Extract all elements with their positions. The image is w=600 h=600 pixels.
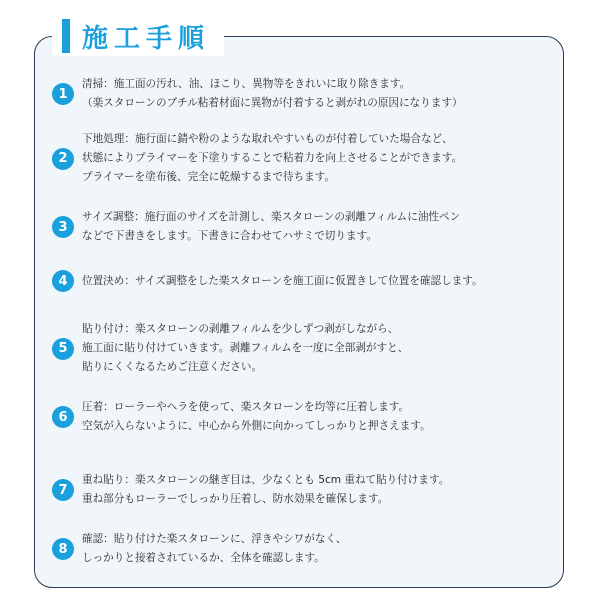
step-number-badge: 3: [52, 216, 74, 238]
step-line: などで下書きをします。下書きに合わせてハサミで切ります。: [82, 230, 377, 242]
step-number-badge: 7: [52, 479, 74, 501]
step-line: （楽スタローンのブチル粘着材面に異物が付着すると剥がれの原因になります）: [82, 97, 463, 109]
step-line: サイズ調整：施行面のサイズを計測し、楽スタローンの剥離フィルムに油性ペン: [82, 211, 461, 223]
step-number-badge: 5: [52, 338, 74, 360]
step-number-badge: 1: [52, 83, 74, 105]
step-line: 貼りにくくなるためご注意ください。: [82, 361, 263, 373]
step-line: 圧着：ローラーやヘラを使って、楽スタローンを均等に圧着します。: [82, 401, 410, 413]
step-3: [52, 208, 552, 246]
step-text: [82, 75, 463, 113]
step-5: [52, 320, 552, 377]
step-2: [52, 130, 552, 187]
step-number-badge: 6: [52, 406, 74, 428]
title-accent-bar: [62, 19, 70, 53]
step-text: [82, 471, 449, 509]
step-text: [82, 272, 483, 291]
step-line: 貼り付け：楽スタローンの剥離フィルムを少しずつ剥がしながら、: [82, 323, 399, 335]
step-text: [82, 398, 431, 436]
step-line: 空気が入らないように、中心から外側に向かってしっかりと押さえます。: [82, 420, 431, 432]
title-block: [52, 16, 224, 56]
step-7: [52, 471, 552, 509]
page-title: 施工手順: [82, 23, 211, 54]
step-line: 状態によりプライマーを下塗りすることで粘着力を向上させることができます。: [82, 152, 463, 164]
step-number-badge: 4: [52, 270, 74, 292]
step-line: 重ね貼り：楽スタローンの継ぎ目は、少なくとも 5cm 重ねて貼り付けます。: [82, 474, 450, 486]
step-4: [52, 270, 552, 292]
step-line: 確認：貼り付けた楽スタローンに、浮きやシワがなく、: [82, 533, 347, 545]
step-number-badge: 8: [52, 538, 74, 560]
step-line: 位置決め：サイズ調整をした楽スタローンを施工面に仮置きして位置を確認します。: [82, 274, 483, 287]
step-line: 清掃：施工面の汚れ、油、ほこり、異物等をきれいに取り除きます。: [82, 78, 411, 90]
step-text: [82, 530, 346, 568]
step-text: [82, 130, 462, 187]
step-line: 下地処理：施行面に錆や粉のような取れやすいものが付着していた場合など、: [82, 133, 453, 145]
step-line: 重ね部分もローラーでしっかり圧着し、防水効果を確保します。: [82, 493, 389, 505]
step-line: 施工面に貼り付けていきます。剥離フィルムを一度に全部剥がすと、: [82, 342, 409, 354]
step-8: [52, 530, 552, 568]
step-text: [82, 320, 408, 377]
step-6: [52, 398, 552, 436]
step-line: プライマーを塗布後、完全に乾燥するまで待ちます。: [82, 171, 336, 183]
step-text: [82, 208, 460, 246]
step-number-badge: 2: [52, 148, 74, 170]
step-1: [52, 75, 552, 113]
step-line: しっかりと接着されているか、全体を確認します。: [82, 552, 325, 564]
